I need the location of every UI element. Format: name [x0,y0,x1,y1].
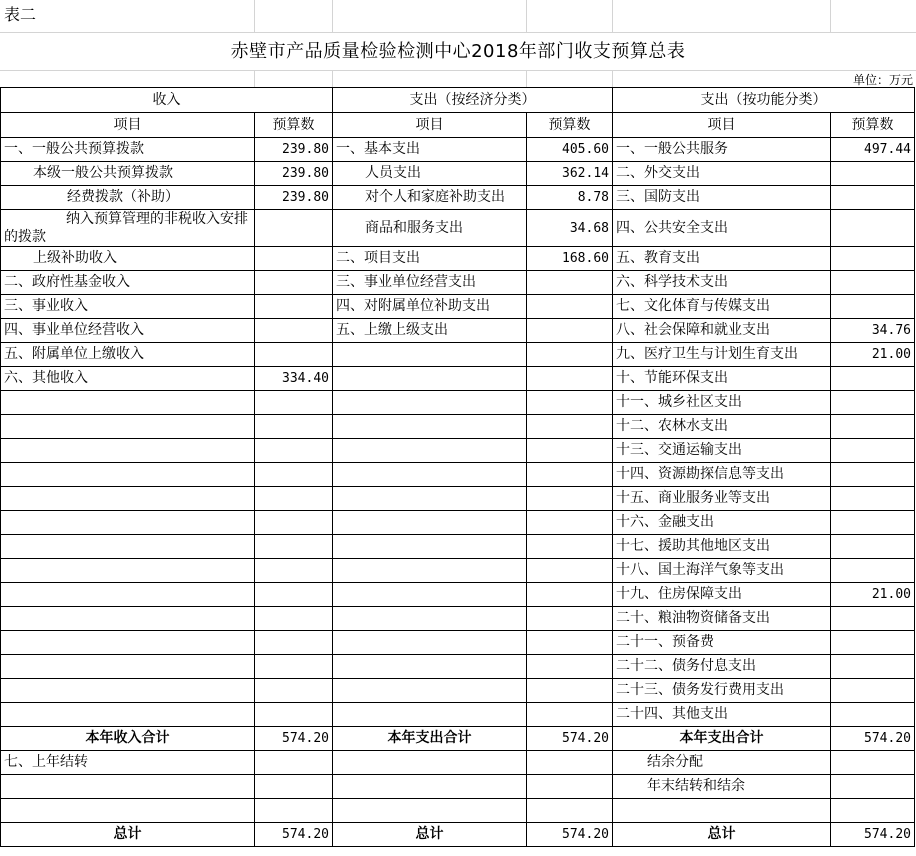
table-row [1,295,915,319]
econ-budget-cell [527,655,613,679]
empty-cell [1,799,255,823]
income-budget-cell [255,319,333,343]
econ-budget-cell [527,703,613,727]
empty-cell [613,799,831,823]
econ-item-header: 项目 [333,113,527,138]
func-budget-cell [831,535,915,559]
econ-budget-cell [527,295,613,319]
column-header-row [1,113,915,138]
func-item-cell: 四、公共安全支出 [613,210,831,247]
econ-budget-cell [527,367,613,391]
table-row [1,367,915,391]
econ-budget-cell: 168.60 [527,247,613,271]
table-row [1,703,915,727]
table-row [1,271,915,295]
econ-expense-section-header: 支出（按经济分类） [333,88,613,113]
table-row [1,186,915,210]
income-budget-cell: 334.40 [255,367,333,391]
econ-item-cell [333,391,527,415]
func-item-cell: 一、一般公共服务 [613,138,831,162]
econ-item-cell [333,703,527,727]
income-budget-cell [255,511,333,535]
income-item-cell: 六、其他收入 [1,367,255,391]
func-item-cell: 二十一、预备费 [613,631,831,655]
econ-item-cell [333,583,527,607]
func-grand-total-value: 574.20 [831,823,915,847]
empty-cell [831,799,915,823]
year-end-balance-value [831,775,915,799]
income-budget-cell [255,559,333,583]
func-budget-cell: 21.00 [831,343,915,367]
income-budget-cell [255,487,333,511]
year-end-balance-label: 年末结转和结余 [613,775,831,799]
income-item-cell [1,391,255,415]
income-budget-cell [255,655,333,679]
annual-totals-row [1,727,915,751]
econ-budget-header: 预算数 [527,113,613,138]
func-item-cell: 五、教育支出 [613,247,831,271]
income-item-cell: 二、政府性基金收入 [1,271,255,295]
income-section-header: 收入 [1,88,333,113]
econ-item-cell [333,367,527,391]
econ-item-cell: 四、对附属单位补助支出 [333,295,527,319]
econ-item-cell [333,559,527,583]
econ-item-cell [333,607,527,631]
econ-budget-cell: 362.14 [527,162,613,186]
func-item-cell: 二十、粮油物资储备支出 [613,607,831,631]
func-budget-cell [831,439,915,463]
table-row [1,631,915,655]
func-item-cell: 三、国防支出 [613,186,831,210]
carry-row [1,751,915,775]
func-item-cell: 二十三、债务发行费用支出 [613,679,831,703]
econ-budget-cell [527,559,613,583]
unit-label: 单位：万元 [852,73,913,87]
table-row [1,511,915,535]
budget-table [0,87,915,847]
econ-budget-cell [527,343,613,367]
income-budget-cell: 239.80 [255,138,333,162]
income-budget-cell [255,535,333,559]
income-item-cell [1,703,255,727]
econ-budget-cell [527,511,613,535]
table-row [1,679,915,703]
func-item-cell: 十七、援助其他地区支出 [613,535,831,559]
func-budget-cell [831,391,915,415]
income-budget-header: 预算数 [255,113,333,138]
empty-cell [255,799,333,823]
func-budget-cell [831,607,915,631]
func-budget-cell [831,162,915,186]
econ-item-cell [333,487,527,511]
empty-cell [527,751,613,775]
func-budget-cell [831,679,915,703]
table-row [1,535,915,559]
income-item-header: 项目 [1,113,255,138]
econ-item-cell [333,655,527,679]
income-item-cell: 上级补助收入 [1,247,255,271]
income-item-cell [1,679,255,703]
func-item-cell: 十四、资源勘探信息等支出 [613,463,831,487]
year-end-row [1,775,915,799]
income-item-cell: 纳入预算管理的非税收入安排的拨款 [1,210,255,247]
table-row [1,343,915,367]
income-item-cell [1,655,255,679]
econ-budget-cell [527,271,613,295]
income-grand-total-label: 总计 [1,823,255,847]
func-budget-cell: 21.00 [831,583,915,607]
table-row [1,247,915,271]
econ-item-cell [333,439,527,463]
income-item-cell [1,463,255,487]
func-item-cell: 七、文化体育与传媒支出 [613,295,831,319]
table-row [1,655,915,679]
income-budget-cell [255,703,333,727]
section-header-row [1,88,915,113]
econ-grand-total-value: 574.20 [527,823,613,847]
func-total-value: 574.20 [831,727,915,751]
income-total-value: 574.20 [255,727,333,751]
income-budget-cell [255,439,333,463]
econ-item-cell [333,679,527,703]
func-item-cell: 九、医疗卫生与计划生育支出 [613,343,831,367]
income-grand-total-value: 574.20 [255,823,333,847]
func-item-cell: 十三、交通运输支出 [613,439,831,463]
grand-total-row [1,823,915,847]
func-expense-section-header: 支出（按功能分类） [613,88,915,113]
func-item-cell: 十八、国土海洋气象等支出 [613,559,831,583]
income-item-cell: 一、一般公共预算拨款 [1,138,255,162]
income-item-cell [1,439,255,463]
income-budget-cell [255,679,333,703]
table-row [1,391,915,415]
income-budget-cell [255,271,333,295]
econ-budget-cell: 34.68 [527,210,613,247]
func-item-cell: 二、外交支出 [613,162,831,186]
income-item-cell [1,487,255,511]
func-total-label: 本年支出合计 [613,727,831,751]
func-item-cell: 十六、金融支出 [613,511,831,535]
econ-budget-cell [527,487,613,511]
income-budget-cell [255,391,333,415]
econ-budget-cell [527,319,613,343]
empty-cell [333,751,527,775]
econ-item-cell [333,511,527,535]
income-item-cell [1,583,255,607]
income-item-cell [1,607,255,631]
table-row [1,319,915,343]
empty-cell [527,799,613,823]
income-budget-cell [255,415,333,439]
econ-item-cell: 三、事业单位经营支出 [333,271,527,295]
table-row [1,439,915,463]
func-budget-cell [831,186,915,210]
func-budget-cell: 34.76 [831,319,915,343]
income-budget-cell [255,583,333,607]
table-row [1,559,915,583]
func-item-cell: 二十四、其他支出 [613,703,831,727]
func-item-cell: 十九、住房保障支出 [613,583,831,607]
empty-cell [1,775,255,799]
econ-item-cell [333,463,527,487]
func-budget-cell [831,295,915,319]
table-row [1,210,915,247]
income-item-cell: 本级一般公共预算拨款 [1,162,255,186]
table-row [1,607,915,631]
econ-item-cell [333,535,527,559]
econ-item-cell: 商品和服务支出 [333,210,527,247]
income-budget-cell [255,631,333,655]
econ-budget-cell [527,463,613,487]
func-budget-cell [831,247,915,271]
income-item-cell [1,415,255,439]
empty-cell [527,775,613,799]
income-item-cell [1,511,255,535]
income-budget-cell [255,295,333,319]
empty-cell [333,799,527,823]
econ-budget-cell [527,607,613,631]
econ-budget-cell [527,439,613,463]
income-item-cell: 三、事业收入 [1,295,255,319]
econ-item-cell [333,415,527,439]
func-budget-cell [831,631,915,655]
func-budget-cell [831,415,915,439]
empty-cell [333,775,527,799]
econ-item-cell: 人员支出 [333,162,527,186]
func-item-header: 项目 [613,113,831,138]
prev-year-carry-value [255,751,333,775]
func-budget-cell [831,487,915,511]
table-row [1,583,915,607]
table-tag: 表二 [4,5,37,24]
income-budget-cell [255,607,333,631]
blank-row [1,799,915,823]
econ-budget-cell [527,415,613,439]
income-item-cell: 四、事业单位经营收入 [1,319,255,343]
income-item-cell: 经费拨款（补助） [1,186,255,210]
table-row [1,162,915,186]
econ-grand-total-label: 总计 [333,823,527,847]
table-row [1,463,915,487]
income-item-cell: 五、附属单位上缴收入 [1,343,255,367]
func-budget-cell [831,559,915,583]
func-item-cell: 十二、农林水支出 [613,415,831,439]
income-item-cell [1,535,255,559]
econ-budget-cell: 8.78 [527,186,613,210]
func-budget-cell [831,463,915,487]
income-item-cell [1,631,255,655]
func-grand-total-label: 总计 [613,823,831,847]
prev-year-carry-label: 七、上年结转 [1,751,255,775]
econ-item-cell [333,343,527,367]
func-item-cell: 八、社会保障和就业支出 [613,319,831,343]
econ-item-cell: 五、上缴上级支出 [333,319,527,343]
surplus-distribution-label: 结余分配 [613,751,831,775]
econ-budget-cell [527,391,613,415]
func-budget-cell [831,511,915,535]
econ-budget-cell [527,535,613,559]
econ-budget-cell [527,679,613,703]
func-item-cell: 十、节能环保支出 [613,367,831,391]
func-budget-cell [831,210,915,247]
econ-total-label: 本年支出合计 [333,727,527,751]
income-budget-cell: 239.80 [255,162,333,186]
econ-item-cell: 一、基本支出 [333,138,527,162]
income-item-cell [1,559,255,583]
econ-budget-cell: 405.60 [527,138,613,162]
table-row [1,138,915,162]
table-row [1,415,915,439]
income-budget-cell [255,343,333,367]
func-budget-cell [831,655,915,679]
econ-item-cell [333,631,527,655]
func-item-cell: 十五、商业服务业等支出 [613,487,831,511]
func-budget-header: 预算数 [831,113,915,138]
income-budget-cell [255,463,333,487]
func-item-cell: 六、科学技术支出 [613,271,831,295]
econ-total-value: 574.20 [527,727,613,751]
empty-cell [255,775,333,799]
econ-budget-cell [527,631,613,655]
table-row [1,487,915,511]
func-item-cell: 十一、城乡社区支出 [613,391,831,415]
econ-item-cell: 二、项目支出 [333,247,527,271]
income-budget-cell: 239.80 [255,186,333,210]
func-budget-cell: 497.44 [831,138,915,162]
income-budget-cell [255,210,333,247]
income-total-label: 本年收入合计 [1,727,255,751]
func-budget-cell [831,703,915,727]
income-budget-cell [255,247,333,271]
func-item-cell: 二十二、债务付息支出 [613,655,831,679]
surplus-distribution-value [831,751,915,775]
econ-item-cell: 对个人和家庭补助支出 [333,186,527,210]
func-budget-cell [831,367,915,391]
page-title: 赤壁市产品质量检验检测中心2018年部门收支预算总表 [230,41,686,62]
func-budget-cell [831,271,915,295]
econ-budget-cell [527,583,613,607]
